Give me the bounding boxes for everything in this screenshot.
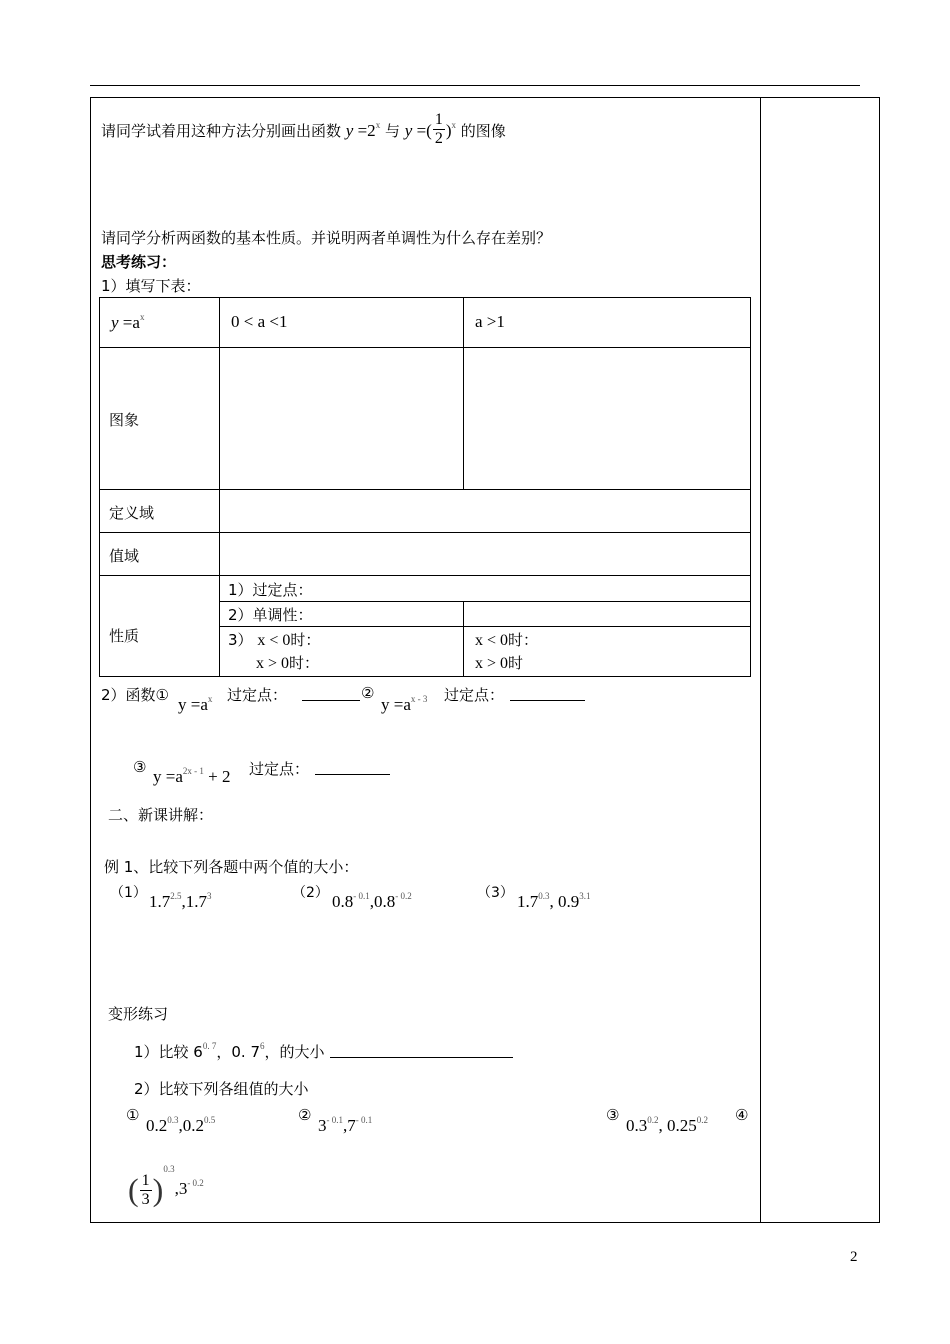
variation-expr-1: $0.2^{0.3},0.2^{0.5}$ [146,1115,216,1135]
variation-q2: 2）比较下列各组值的大小 [134,1080,309,1098]
variation-q1: 1）比较 $6^{0. 7}$，0. $7^6$，的大小 [134,1041,325,1061]
prop-sign-right-2: x > 0时 [475,654,524,672]
table-header-function: $y =a^x$ [111,312,145,332]
variation-circle-3: ③ [606,1106,620,1124]
task2-circle-3: ③ [133,758,147,776]
variation-expr-3: $0.3^{0.2}$, $0.25^{0.2}$ [626,1115,708,1135]
thinking-title: 思考练习： [101,253,177,271]
prop-sign-right-1: x < 0时： [475,631,539,649]
prop-fixed-point: 1）过定点： [228,581,313,599]
side-column-divider [760,97,761,1223]
prop-sign-left-2: x > 0时： [256,654,320,672]
task2-function-2: $y =a^{x - 3}$ [381,694,428,714]
answer-blank-3[interactable] [315,760,390,775]
function-half-x: y =( $\frac{1}{2}$ )$^x$ [404,110,456,147]
table-header-a-gt-1: a >1 [475,312,505,331]
task2-function-1: $y =a^x$ [178,694,213,714]
analyze-instruction: 请同学分析两函数的基本性质。并说明两者单调性为什么存在差别？ [101,229,552,247]
task2-fixed-3: 过定点： [249,760,310,778]
variation-title: 变形练习 [108,1005,169,1023]
task2-prefix: 2）函数① [101,686,169,704]
row-label-domain: 定义域 [109,504,155,522]
properties-table [99,297,751,677]
answer-blank-q1[interactable] [330,1043,513,1058]
task2-function-3: $y =a^{2x - 1} + 2$ [153,766,231,786]
answer-blank-1[interactable] [302,686,360,701]
function-y2x: $y =2^x$ [345,120,381,140]
variation-circle-1: ① [126,1106,140,1124]
draw-and: 与 [384,122,400,140]
header-rule [90,85,860,86]
draw-prefix: 请同学试着用这种方法分别画出函数 [101,122,342,140]
row-label-graph: 图象 [109,411,140,429]
task2-circle-2: ② [361,684,375,702]
page-number: 2 [850,1249,858,1265]
task2-fixed-1: 过定点： [227,686,288,704]
row-label-range: 值域 [109,547,140,565]
prop-sign-left-1: 3） x < 0时： [228,631,321,649]
row-label-properties: 性质 [109,627,140,645]
variation-expr-2: $3^{- 0.1},7^{- 0.1}$ [318,1115,373,1135]
example-1-expr-2: $0.8^{- 0.1},0.8^{- 0.2}$ [332,891,412,911]
example-1-label-1: （1） [110,885,147,901]
example-1-expr-3: $1.7^{0.3}$, $0.9^{3.1}$ [517,891,591,911]
section-title: 二、新课讲解： [108,806,214,824]
table-header-a-lt-1: 0 < a <1 [231,312,288,331]
variation-expr-4: ( $\frac{1}{3}$ )$^{0.3},3^{- 0.2}$ [128,1164,204,1208]
task2-fixed-2: 过定点： [444,686,505,704]
example-1-heading: 例 1、比较下列各题中两个值的大小： [104,858,359,876]
draw-suffix: 的图像 [460,122,506,140]
variation-circle-4: ④ [735,1106,749,1124]
example-1-label-3: （3） [477,885,514,901]
example-1-expr-1: $1.7^{2.5},1.7^3$ [149,891,212,911]
draw-instruction [101,110,506,148]
variation-circle-2: ② [298,1106,312,1124]
answer-blank-2[interactable] [510,686,585,701]
task1-label: 1）填写下表： [101,277,201,295]
prop-monotonic: 2）单调性： [228,606,313,624]
example-1-label-2: （2） [292,885,329,901]
